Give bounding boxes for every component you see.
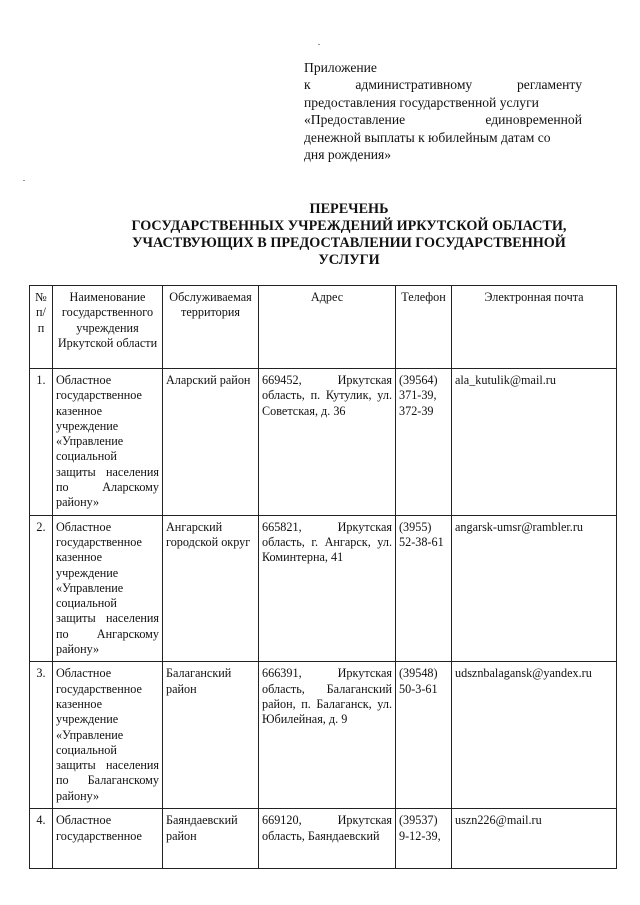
cell-territory: Аларский район	[163, 369, 259, 516]
cell-address: 669120, Иркутская область, Баяндаевский	[259, 809, 396, 869]
header-address: Адрес	[259, 286, 396, 369]
cell-number: 4.	[30, 809, 53, 869]
title-line: ПЕРЕЧЕНЬ	[309, 201, 389, 217]
cell-address: 665821, Иркутская область, г. Ангарск, ул. Коминтерна, 41	[259, 515, 396, 662]
appendix-line: Приложение	[304, 60, 377, 75]
scan-speck	[318, 44, 320, 45]
institutions-table	[29, 285, 617, 869]
scan-speck	[23, 180, 25, 181]
header-number: № п/п	[30, 286, 53, 369]
cell-name: Областное государственное казенное учреждение «Управление социальной защиты населения по Ангарскому району»	[53, 515, 163, 662]
table-row	[30, 809, 617, 869]
cell-number: 1.	[30, 369, 53, 516]
cell-territory: Ангарский городской округ	[163, 515, 259, 662]
cell-phone: (3955) 52-38-61	[396, 515, 452, 662]
appendix-line: к административному регламенту	[304, 77, 582, 93]
table-row	[30, 515, 617, 662]
cell-number: 3.	[30, 662, 53, 809]
cell-territory: Баяндаевский район	[163, 809, 259, 869]
cell-address: 669452, Иркутская область, п. Кутулик, ул. Советская, д. 36	[259, 369, 396, 516]
header-email: Электронная почта	[452, 286, 617, 369]
table-row	[30, 369, 617, 516]
header-name: Наименование государственного учреждения Иркутской области	[53, 286, 163, 369]
cell-email: angarsk-umsr@rambler.ru	[452, 515, 617, 662]
document-title	[60, 201, 638, 269]
cell-phone: (39564) 371-39, 372-39	[396, 369, 452, 516]
header-territory: Обслуживаемая территория	[163, 286, 259, 369]
appendix-block	[304, 59, 582, 163]
appendix-line: денежной выплаты к юбилейным датам со	[304, 129, 551, 145]
table-header-row	[30, 286, 617, 369]
table-row	[30, 662, 617, 809]
title-line: УЧАСТВУЮЩИХ В ПРЕДОСТАВЛЕНИИ ГОСУДАРСТВЕННОЙ	[132, 235, 566, 251]
cell-number: 2.	[30, 515, 53, 662]
cell-territory: Балаганский район	[163, 662, 259, 809]
cell-name: Областное государственное казенное учреждение «Управление социальной защиты населения по Балаганскому району»	[53, 662, 163, 809]
cell-phone: (39548) 50-3-61	[396, 662, 452, 809]
cell-address: 666391, Иркутская область, Балаганский район, п. Балаганск, ул. Юбилейная, д. 9	[259, 662, 396, 809]
cell-email: uszn226@mail.ru	[452, 809, 617, 869]
appendix-line: предоставления государственной услуги	[304, 94, 539, 110]
title-line: ГОСУДАРСТВЕННЫХ УЧРЕЖДЕНИЙ ИРКУТСКОЙ ОБЛАСТИ,	[131, 218, 567, 234]
header-phone: Телефон	[396, 286, 452, 369]
title-line: УСЛУГИ	[318, 252, 380, 268]
cell-name: Областное государственное казенное учреждение «Управление социальной защиты населения по Аларскому району»	[53, 369, 163, 516]
cell-email: udsznbalagansk@yandex.ru	[452, 662, 617, 809]
appendix-line: дня рождения»	[304, 147, 392, 163]
cell-name: Областное государственное	[53, 809, 163, 869]
cell-email: ala_kutulik@mail.ru	[452, 369, 617, 516]
cell-phone: (39537) 9-12-39,	[396, 809, 452, 869]
appendix-line: «Предоставление единовременной	[304, 112, 582, 128]
